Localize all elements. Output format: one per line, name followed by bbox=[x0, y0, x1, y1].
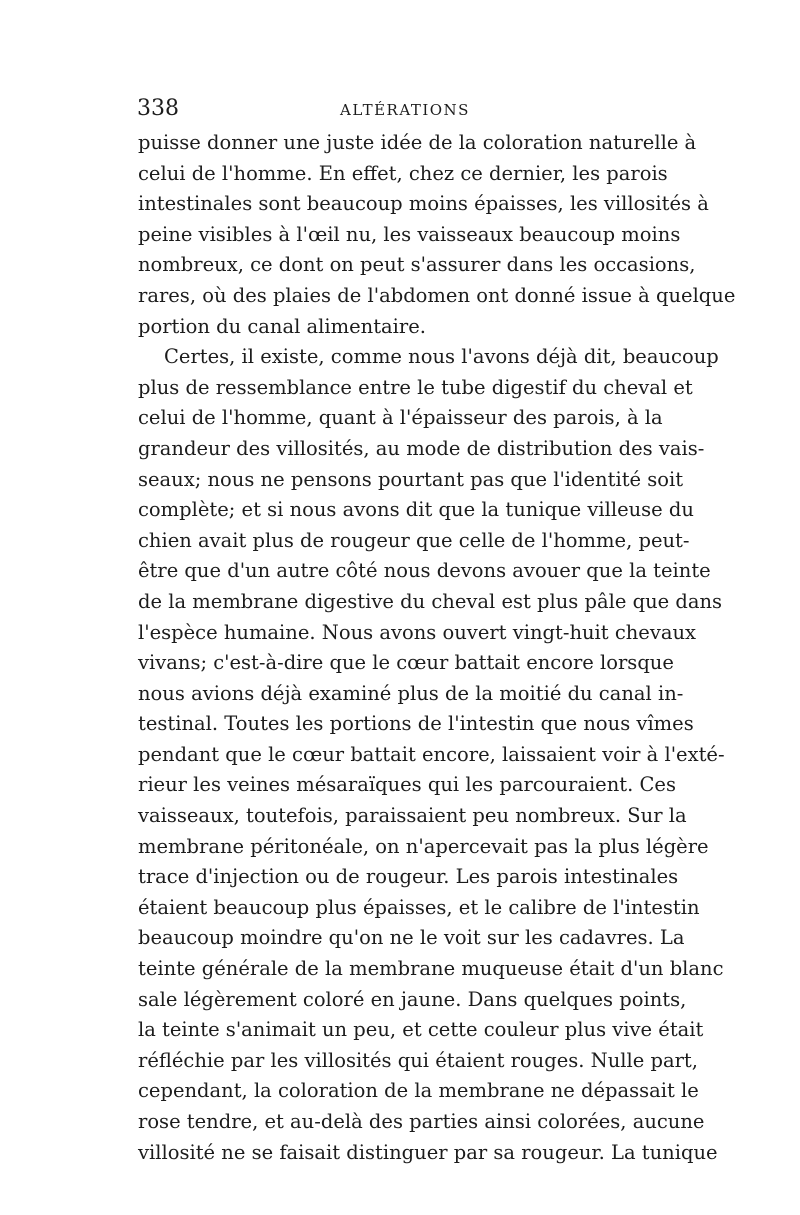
text-line: réfléchie par les villosités qui étaient rouges. Nulle part, bbox=[138, 1048, 698, 1072]
running-title: ALTÉRATIONS bbox=[340, 101, 470, 119]
text-line: villosité ne se faisait distinguer par sa rougeur. La tunique bbox=[138, 1140, 718, 1164]
text-line: étaient beaucoup plus épaisses, et le calibre de l'intestin bbox=[138, 895, 700, 919]
text-line: teinte générale de la membrane muqueuse était d'un blanc bbox=[138, 957, 724, 981]
text-line: cependant, la coloration de la membrane ne dépassait le bbox=[138, 1079, 699, 1103]
text-line: vaisseaux, toutefois, paraissaient peu nombreux. Sur la bbox=[138, 804, 687, 828]
text-line: vivans; c'est-à-dire que le cœur battait encore lorsque bbox=[138, 651, 674, 675]
text-line: puisse donner une juste idée de la coloration naturelle à bbox=[138, 131, 697, 154]
text-line: peine visibles à l'œil nu, les vaisseaux beaucoup moins bbox=[138, 222, 681, 246]
text-line: pendant que le cœur battait encore, laissaient voir à l'exté- bbox=[138, 742, 725, 766]
text-line: sale légèrement coloré en jaune. Dans quelques points, bbox=[138, 987, 687, 1011]
text-line: trace d'injection ou de rougeur. Les parois intestinales bbox=[138, 865, 679, 889]
text-line: celui de l'homme. En effet, chez ce dernier, les parois bbox=[138, 161, 668, 185]
text-line: testinal. Toutes les portions de l'intestin que nous vîmes bbox=[138, 712, 694, 736]
text-line: complète; et si nous avons dit que la tunique villeuse du bbox=[138, 498, 694, 522]
page-number: 338 bbox=[137, 96, 179, 121]
text-line: beaucoup moindre qu'on ne le voit sur les cadavres. La bbox=[138, 926, 685, 950]
text-line: membrane péritonéale, on n'apercevait pas la plus légère bbox=[138, 834, 709, 858]
text-line: l'espèce humaine. Nous avons ouvert vingt-huit chevaux bbox=[138, 620, 697, 644]
text-line: Certes, il existe, comme nous l'avons déjà dit, beaucoup bbox=[164, 345, 719, 369]
text-line: nombreux, ce dont on peut s'assurer dans les occasions, bbox=[138, 253, 696, 277]
text-line: portion du canal alimentaire. bbox=[138, 314, 426, 338]
text-line: rieur les veines mésaraïques qui les parcouraient. Ces bbox=[138, 773, 676, 797]
text-line: seaux; nous ne pensons pourtant pas que l'identité soit bbox=[138, 467, 684, 491]
text-line: chien avait plus de rougeur que celle de l'homme, peut- bbox=[138, 528, 690, 552]
text-line: de la membrane digestive du cheval est plus pâle que dans bbox=[138, 589, 723, 613]
text-line: plus de ressemblance entre le tube digestif du cheval et bbox=[138, 375, 693, 399]
text-line: nous avions déjà examiné plus de la moitié du canal in- bbox=[138, 681, 684, 705]
text-line: celui de l'homme, quant à l'épaisseur des parois, à la bbox=[138, 406, 663, 430]
text-line: intestinales sont beaucoup moins épaisses, les villosités à bbox=[138, 192, 709, 216]
text-line: grandeur des villosités, au mode de distribution des vais- bbox=[138, 436, 705, 460]
text-line: rose tendre, et au-delà des parties ainsi colorées, aucune bbox=[138, 1110, 705, 1133]
text-line: rares, où des plaies de l'abdomen ont donné issue à quelque bbox=[138, 283, 736, 307]
text-line: être que d'un autre côté nous devons avouer que la teinte bbox=[138, 559, 711, 583]
body-text bbox=[138, 128, 736, 1168]
text-line: la teinte s'animait un peu, et cette couleur plus vive était bbox=[138, 1018, 704, 1042]
